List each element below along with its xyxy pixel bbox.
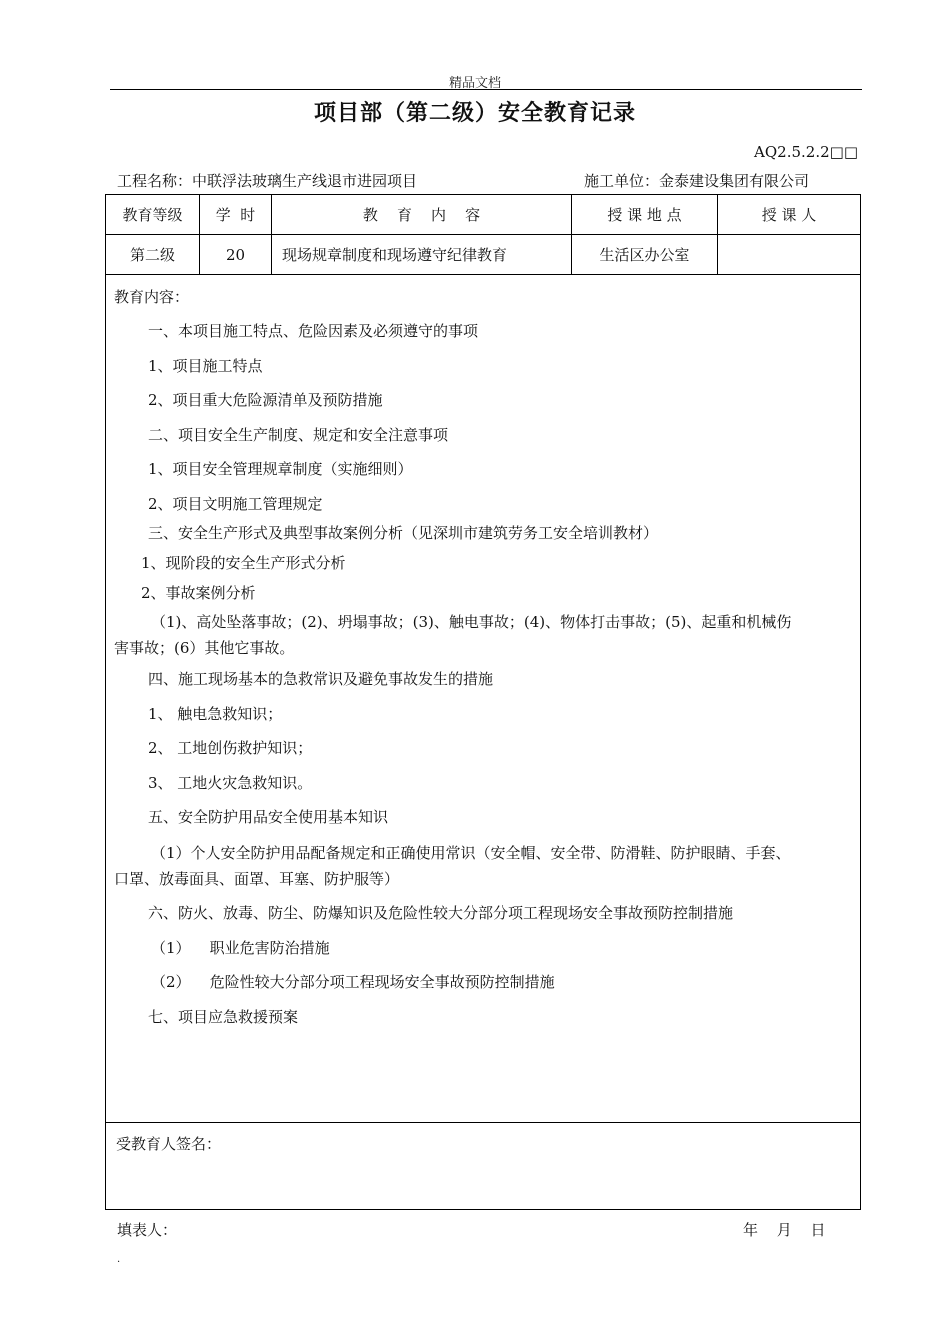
header-cell-content: 教 育 内 容 [272,195,572,235]
header-cell-level: 教育等级 [106,195,200,235]
content-line: 三、安全生产形式及典型事故案例分析（见深圳市建筑劳务工安全培训教材） [148,524,659,542]
content-line: 2、 工地创伤救护知识； [148,739,313,757]
signature-box [105,1122,861,1210]
content-line: 2、项目文明施工管理规定 [148,495,323,513]
content-line: 1、项目安全管理规章制度（实施细则） [148,460,413,478]
content-line: 五、安全防护用品安全使用基本知识 [148,808,389,826]
header-cell-hours: 学 时 [200,195,272,235]
content-line: 一、本项目施工特点、危险因素及必须遵守的事项 [148,322,479,340]
content-line: 七、项目应急救援预案 [148,1008,299,1026]
content-label: 教育内容： [114,288,190,306]
header-label: 精品文档 [448,76,501,91]
table-header-row [106,195,861,235]
content-line: 口罩、放毒面具、面罩、耳塞、防护服等） [114,870,400,888]
project-name: 工程名称：中联浮法玻璃生产线退市进园项目 [117,172,418,190]
contractor-name: 施工单位：金泰建设集团有限公司 [584,172,810,190]
content-line: 2、事故案例分析 [141,584,256,602]
header-cell-location: 授 课 地 点 [572,195,718,235]
cell-level: 第二级 [106,235,200,275]
table-row [106,235,861,275]
document-code: AQ2.5.2.2□□ [754,143,858,161]
info-table [105,194,861,275]
date-label: 年 月 日 [743,1221,826,1239]
content-line: 1、现阶段的安全生产形式分析 [141,554,346,572]
cell-location: 生活区办公室 [572,235,718,275]
page-title: 项目部（第二级）安全教育记录 [313,101,636,126]
content-line: 2、项目重大危险源清单及预防措施 [148,391,383,409]
cell-content: 现场规章制度和现场遵守纪律教育 [272,235,572,275]
content-line: （1）个人安全防护用品配备规定和正确使用常识（安全帽、安全带、防滑鞋、防护眼睛、手套、 [151,844,791,862]
header-cell-teacher: 授 课 人 [718,195,861,235]
content-line: （1） 职业危害防治措施 [151,939,330,957]
filler-label: 填表人： [117,1221,178,1239]
content-line: 害事故；(6）其他它事故。 [114,639,295,657]
footer-dot: . [117,1254,121,1265]
content-line: 1、项目施工特点 [148,357,263,375]
content-line: 1、 触电急救知识； [148,705,283,723]
content-line: 四、施工现场基本的急救常识及避免事故发生的措施 [148,670,494,688]
content-line: 六、防火、放毒、防尘、防爆知识及危险性较大分部分项工程现场安全事故预防控制措施 [148,904,734,922]
content-line: （2） 危险性较大分部分项工程现场安全事故预防控制措施 [151,973,555,991]
content-line: （1)、高处坠落事故；(2)、坍塌事故；(3)、触电事故；(4)、物体打击事故；(5)、起重和机械伤 [151,613,792,631]
content-line: 3、 工地火灾急救知识。 [148,774,313,792]
signature-label: 受教育人签名： [116,1135,222,1153]
content-line: 二、项目安全生产制度、规定和安全注意事项 [148,426,449,444]
education-content-box [105,274,861,1122]
cell-hours: 20 [200,235,272,275]
header-rule [110,89,862,90]
cell-teacher [718,235,861,275]
